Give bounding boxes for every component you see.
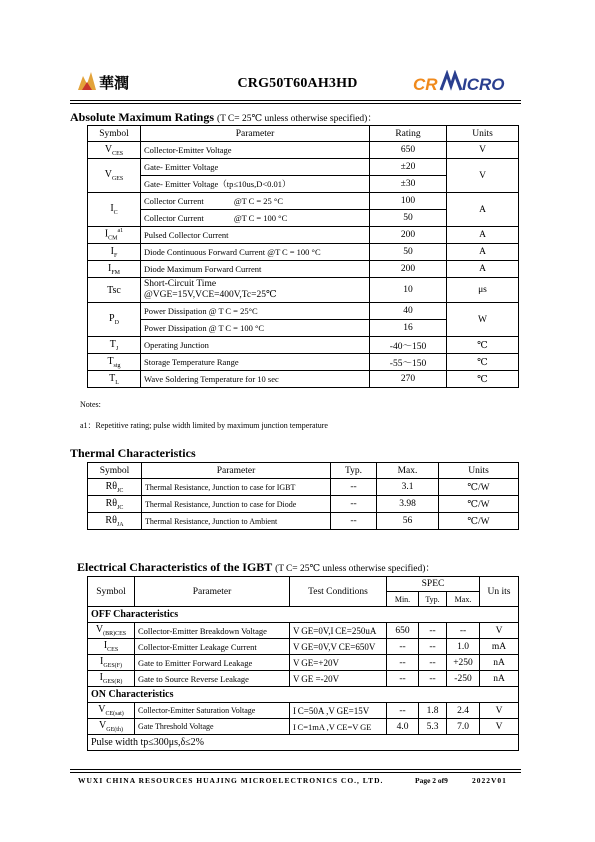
symbol-cell: $I_{GES(F)}$ [88, 655, 135, 671]
symbol-cell: $I_F$ [88, 244, 141, 261]
test-cell: V GE=+20V [290, 655, 387, 671]
table-row [88, 479, 519, 496]
max-cell: +250 [447, 655, 480, 671]
parameter-cell: Collector-Emitter Voltage [141, 142, 370, 159]
symbol-cell: $V_{(BR)CES}$ [88, 623, 135, 639]
unit-cell: ℃/W [439, 513, 519, 530]
electrical-header-row [88, 577, 519, 592]
unit-cell: ℃ [447, 371, 519, 388]
col-typ: Typ. [419, 592, 447, 607]
rating-cell: 50 [370, 244, 447, 261]
symbol-cell: $V_{GES}$ [88, 159, 141, 193]
table-row [88, 303, 519, 320]
col-symbol: Symbol [88, 126, 141, 142]
thermal-title: Thermal Characteristics [70, 446, 196, 460]
min-cell: 4.0 [387, 719, 419, 735]
symbol-cell: $R\theta_{JC}$ [88, 496, 142, 513]
table-row [88, 142, 519, 159]
unit-cell: ℃ [447, 354, 519, 371]
table-row [88, 278, 519, 303]
unit-cell: μs [447, 278, 519, 303]
notes-label: Notes: [80, 400, 101, 409]
rating-cell: ±30 [370, 176, 447, 193]
footer-company: WUXI CHINA RESOURCES HUAJING MICROELECTRONICS CO., LTD. [78, 776, 384, 785]
rating-cell: -55～150 [370, 354, 447, 371]
rating-cell: 16 [370, 320, 447, 337]
unit-cell: V [447, 142, 519, 159]
symbol-cell: $P_D$ [88, 303, 141, 337]
on-characteristics-label: ON Characteristics [88, 687, 519, 703]
unit-cell: nA [480, 671, 519, 687]
footer-version: 2022V01 [472, 776, 507, 785]
parameter-condition: @VGE=15V,VCE=400V,Tc=25℃ [144, 290, 277, 300]
parameter-cell: Thermal Resistance, Junction to Ambient [142, 513, 331, 530]
symbol-cell: $R\theta_{JA}$ [88, 513, 142, 530]
unit-cell: ℃/W [439, 479, 519, 496]
min-cell: -- [387, 671, 419, 687]
rating-cell: 200 [370, 261, 447, 278]
abs-max-heading [70, 110, 377, 125]
typ-cell: -- [331, 513, 377, 530]
parameter-cell: Gate to Emitter Forward Leakage [135, 655, 290, 671]
crmicro-logo [411, 70, 517, 96]
unit-cell: A [447, 193, 519, 227]
thermal-table [87, 462, 519, 530]
col-parameter: Parameter [141, 126, 370, 142]
off-characteristics-label: OFF Characteristics [88, 607, 519, 623]
parameter-cell: Collector-Emitter Saturation Voltage [135, 703, 290, 719]
table-row [88, 337, 519, 354]
parameter-cell [141, 210, 370, 227]
symbol-cell: $I_{CES}$ [88, 639, 135, 655]
symbol-cell: $I_{CM}^{a1}$ [88, 227, 141, 244]
col-parameter: Parameter [142, 463, 331, 479]
col-min: Min. [387, 592, 419, 607]
table-row [88, 671, 519, 687]
typ-cell: -- [419, 623, 447, 639]
rating-cell: 270 [370, 371, 447, 388]
min-cell: -- [387, 703, 419, 719]
col-symbol: Symbol [88, 577, 135, 607]
typ-cell: -- [419, 655, 447, 671]
rating-cell: 100 [370, 193, 447, 210]
unit-cell: V [480, 623, 519, 639]
parameter-cell: Power Dissipation @ T C = 100 °C [141, 320, 370, 337]
col-max: Max. [377, 463, 439, 479]
parameter-cell [141, 193, 370, 210]
max-cell: 3.98 [377, 496, 439, 513]
parameter-cell: Thermal Resistance, Junction to case for IGBT [142, 479, 331, 496]
parameter-cell: Wave Soldering Temperature for 10 sec [141, 371, 370, 388]
note-a1: a1：Repetitive rating; pulse width limited by maximum junction temperature [80, 421, 328, 430]
huajing-logo-text: 華潤 [99, 74, 130, 92]
table-row [88, 496, 519, 513]
footnote-row [88, 735, 519, 751]
unit-cell: A [447, 244, 519, 261]
symbol-cell: $R\theta_{JC}$ [88, 479, 142, 496]
footer-rule [70, 772, 521, 773]
parameter-cell: Collector-Emitter Leakage Current [135, 639, 290, 655]
abs-max-title: Absolute Maximum Ratings [70, 110, 215, 124]
table-row [88, 655, 519, 671]
max-cell: -- [447, 623, 480, 639]
svg-text:ICRO: ICRO [462, 75, 505, 94]
rating-cell: 40 [370, 303, 447, 320]
unit-cell: ℃/W [439, 496, 519, 513]
rating-cell: 10 [370, 278, 447, 303]
unit-cell: A [447, 227, 519, 244]
unit-cell: W [447, 303, 519, 337]
thermal-header-row [88, 463, 519, 479]
min-cell: -- [387, 639, 419, 655]
typ-cell: 1.8 [419, 703, 447, 719]
col-max: Max. [447, 592, 480, 607]
parameter-cell: Gate to Source Reverse Leakage [135, 671, 290, 687]
symbol-cell: $V_{CE(sat)}$ [88, 703, 135, 719]
symbol-cell: $I_C$ [88, 193, 141, 227]
col-units: Units [439, 463, 519, 479]
test-cell: V GE=0V,V CE=650V [290, 639, 387, 655]
typ-cell: 5.3 [419, 719, 447, 735]
table-row [88, 371, 519, 388]
electrical-condition: (T C= 25℃ unless otherwise specified)： [275, 564, 435, 574]
footer-rule-thin [70, 769, 521, 770]
unit-cell: V [480, 719, 519, 735]
parameter-cell: Gate Threshold Voltage [135, 719, 290, 735]
table-row [88, 261, 519, 278]
parameter-text: Short-Circuit Time [144, 279, 217, 289]
col-units: Units [447, 126, 519, 142]
svg-text:CR: CR [413, 75, 438, 94]
max-cell: 56 [377, 513, 439, 530]
pulse-width-note: Pulse width tp≤300μs,δ≤2% [88, 735, 519, 751]
parameter-cell: Pulsed Collector Current [141, 227, 370, 244]
col-test-conditions: Test Conditions [290, 577, 387, 607]
parameter-cell: Diode Continuous Forward Current @T C = 100 °C [141, 244, 370, 261]
col-typ: Typ. [331, 463, 377, 479]
unit-cell: A [447, 261, 519, 278]
col-rating: Rating [370, 126, 447, 142]
max-cell: 2.4 [447, 703, 480, 719]
test-cell: V GE=0V,I CE=250uA [290, 623, 387, 639]
symbol-cell: Tsc [88, 278, 141, 303]
table-row [88, 623, 519, 639]
col-spec: SPEC [387, 577, 480, 592]
col-units: Un its [480, 577, 519, 607]
off-characteristics-row [88, 607, 519, 623]
parameter-text: Collector Current [144, 196, 204, 206]
header-rule-thin [70, 103, 521, 104]
electrical-table [87, 576, 519, 751]
table-row [88, 244, 519, 261]
table-row [88, 227, 519, 244]
footer-page-number: Page 2 of9 [415, 776, 448, 785]
min-cell: 650 [387, 623, 419, 639]
rating-cell: -40～150 [370, 337, 447, 354]
document-title: CRG50T60AH3HD [237, 76, 358, 91]
parameter-cell: Gate- Emitter Voltage（tp≤10us,D<0.01） [141, 176, 370, 193]
test-cell: I C=50A ,V GE=15V [290, 703, 387, 719]
col-symbol: Symbol [88, 463, 142, 479]
max-cell: 7.0 [447, 719, 480, 735]
parameter-condition: @T C = 25 °C [233, 196, 283, 206]
table-row [88, 703, 519, 719]
parameter-cell: Thermal Resistance, Junction to case for Diode [142, 496, 331, 513]
table-row [88, 159, 519, 176]
max-cell: 3.1 [377, 479, 439, 496]
on-characteristics-row [88, 687, 519, 703]
symbol-cell: $I_{FM}$ [88, 261, 141, 278]
col-parameter: Parameter [135, 577, 290, 607]
rating-cell: 200 [370, 227, 447, 244]
parameter-cell: Gate- Emitter Voltage [141, 159, 370, 176]
typ-cell: -- [419, 671, 447, 687]
symbol-cell: $V_{CES}$ [88, 142, 141, 159]
max-cell: -250 [447, 671, 480, 687]
unit-cell: V [480, 703, 519, 719]
table-row [88, 193, 519, 210]
unit-cell: V [447, 159, 519, 193]
typ-cell: -- [331, 479, 377, 496]
parameter-cell: Power Dissipation @ T C = 25°C [141, 303, 370, 320]
test-cell: V GE =-20V [290, 671, 387, 687]
unit-cell: mA [480, 639, 519, 655]
parameter-cell: Diode Maximum Forward Current [141, 261, 370, 278]
parameter-text: Collector Current [144, 213, 204, 223]
table-row [88, 639, 519, 655]
max-cell: 1.0 [447, 639, 480, 655]
symbol-cell: $T_{stg}$ [88, 354, 141, 371]
header-rule [70, 100, 521, 101]
symbol-cell: $T_J$ [88, 337, 141, 354]
rating-cell: ±20 [370, 159, 447, 176]
abs-max-table [87, 125, 519, 388]
parameter-cell [141, 278, 370, 303]
table-row [88, 354, 519, 371]
typ-cell: -- [419, 639, 447, 655]
symbol-cell: $T_L$ [88, 371, 141, 388]
parameter-condition: @T C = 100 °C [233, 213, 288, 223]
rating-cell: 50 [370, 210, 447, 227]
unit-cell: nA [480, 655, 519, 671]
min-cell: -- [387, 655, 419, 671]
abs-max-header-row [88, 126, 519, 142]
abs-max-condition: (T C= 25℃ unless otherwise specified)： [217, 114, 377, 124]
typ-cell: -- [331, 496, 377, 513]
electrical-title: Electrical Characteristics of the IGBT [77, 560, 273, 574]
rating-cell: 650 [370, 142, 447, 159]
parameter-cell: Operating Junction [141, 337, 370, 354]
electrical-heading [77, 560, 435, 575]
parameter-cell: Storage Temperature Range [141, 354, 370, 371]
symbol-cell: $I_{GES(R)}$ [88, 671, 135, 687]
table-row [88, 513, 519, 530]
table-row [88, 719, 519, 735]
test-cell: I C=1mA ,V CE=V GE [290, 719, 387, 735]
unit-cell: ℃ [447, 337, 519, 354]
symbol-cell: $V_{GE(th)}$ [88, 719, 135, 735]
parameter-cell: Collector-Emitter Breakdown Voltage [135, 623, 290, 639]
